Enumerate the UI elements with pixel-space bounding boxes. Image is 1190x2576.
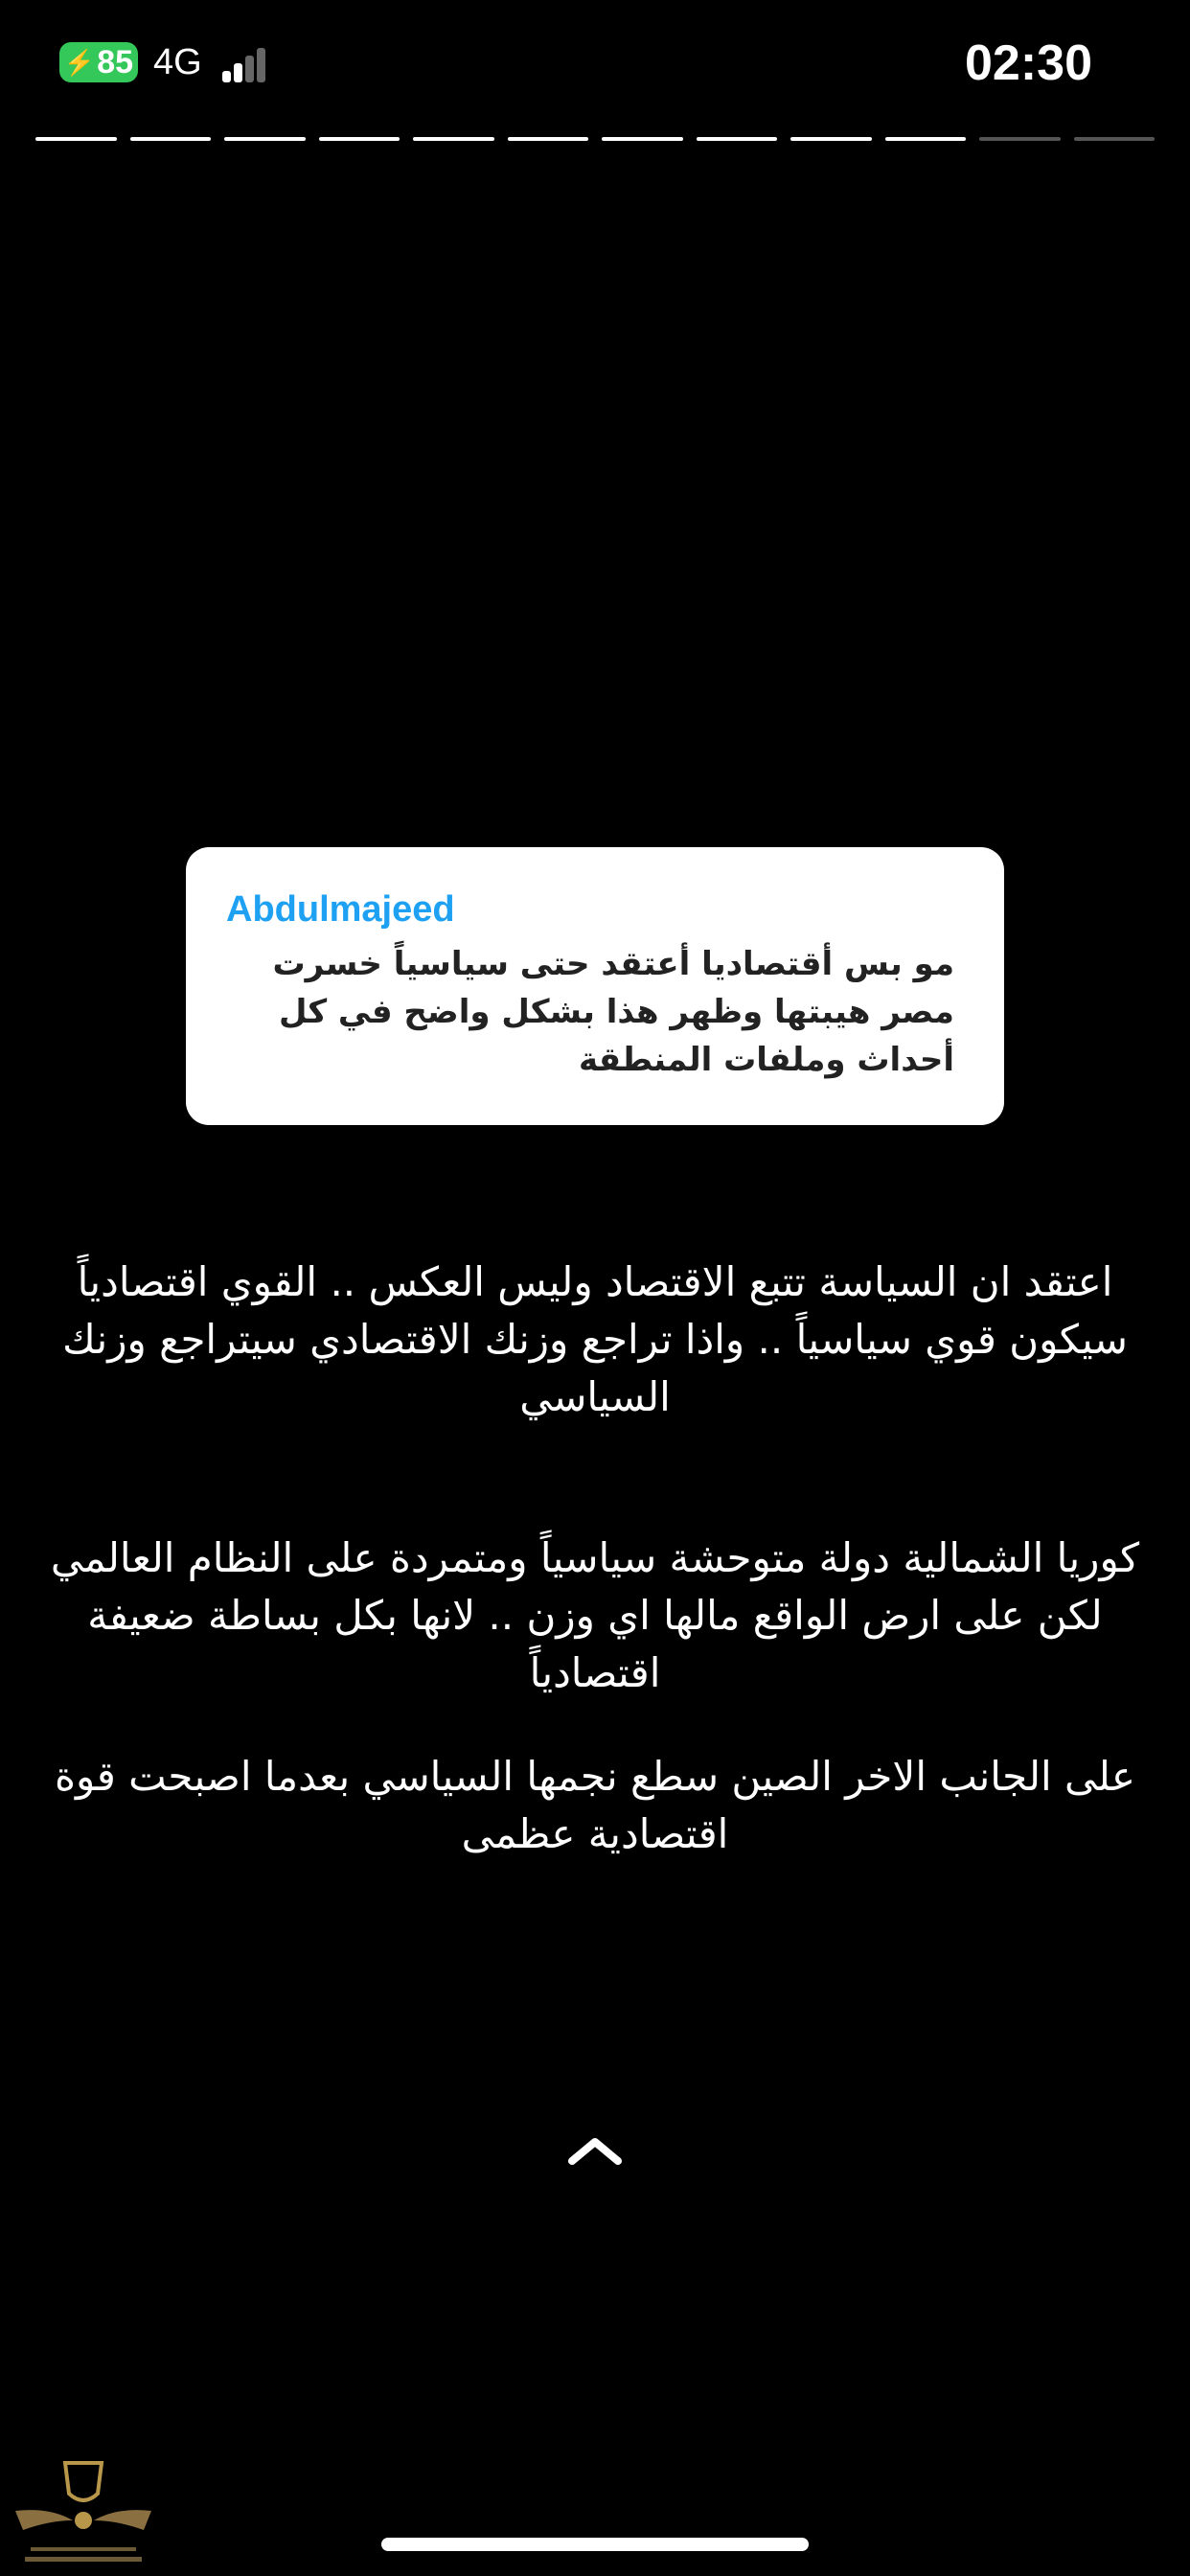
reply-author: Abdulmajeed (226, 889, 455, 930)
progress-segment (885, 137, 967, 141)
status-bar (0, 0, 1190, 125)
home-indicator[interactable] (381, 2538, 809, 2551)
progress-segment (35, 137, 117, 141)
progress-segment (319, 137, 400, 141)
charging-bolt-icon: ⚡ (63, 47, 96, 77)
battery-level: 85 (97, 43, 134, 80)
progress-segment (790, 137, 872, 141)
progress-segment (979, 137, 1061, 141)
story-paragraph-3: على الجانب الاخر الصين سطع نجمها السياسي بعدما اصبحت قوة اقتصادية عظمى (55, 1753, 1135, 1857)
reply-text: مو بس أقتصاديا أعتقد حتى سياسياً خسرت مصر هيبتها وظهر هذا بشكل واضح في كل أحداث وملفات المنطقة (272, 945, 954, 1079)
quoted-reply-card[interactable] (186, 847, 1004, 1125)
progress-segment (508, 137, 589, 141)
battery-indicator (59, 42, 138, 82)
story-paragraph-2: كوريا الشمالية دولة متوحشة سياسياً ومتمردة على النظام العالمي لكن على ارض الواقع مالها اي وزن .. لانها بكل بساطة ضعيفة اقتصادياً (50, 1534, 1140, 1696)
progress-segment (130, 137, 212, 141)
progress-segment (413, 137, 494, 141)
forum-logo-icon (11, 2453, 155, 2568)
signal-icon (222, 46, 276, 82)
chevron-up-icon[interactable] (567, 2135, 623, 2166)
progress-segment (697, 137, 778, 141)
progress-segment (1074, 137, 1156, 141)
progress-segment (602, 137, 683, 141)
progress-segment (224, 137, 306, 141)
network-type: 4G (153, 42, 202, 82)
story-paragraph-1: اعتقد ان السياسة تتبع الاقتصاد وليس العكس .. القوي اقتصادياً سيكون قوي سياسياً .. واذا تراجع وزنك الاقتصادي سيتراجع وزنك السياسي (62, 1258, 1128, 1420)
status-time: 02:30 (965, 35, 1092, 91)
story-progress-bar (35, 137, 1155, 141)
